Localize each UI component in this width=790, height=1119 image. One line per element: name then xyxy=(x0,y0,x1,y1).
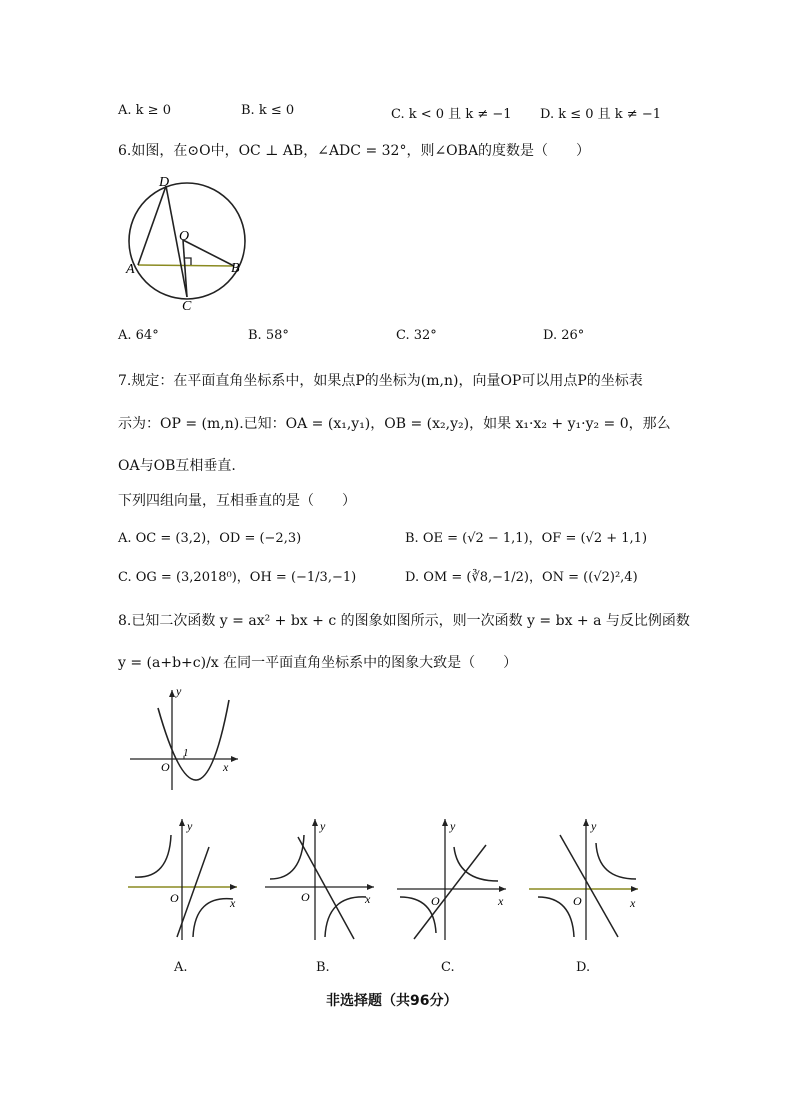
q7-line-3: OA与OB互相垂直. xyxy=(118,458,236,474)
q6-label-a: A xyxy=(126,262,135,277)
q8-graph-c xyxy=(394,815,514,945)
q8-a-label-y: y xyxy=(187,819,193,833)
section-heading: 非选择题（共96分） xyxy=(326,993,458,1009)
q5-option-d: D. k ≤ 0 且 k ≠ −1 xyxy=(540,107,661,122)
q8-c-label-y: y xyxy=(450,819,456,833)
q8-d-label-o: O xyxy=(573,894,582,908)
q6-option-c: C. 32° xyxy=(396,328,437,343)
q7-line-4: 下列四组向量，互相垂直的是（ ） xyxy=(118,493,356,509)
q7-option-c: C. OG = (3,2018⁰)，OH = (−1/3,−1) xyxy=(118,570,357,585)
q8-b-label-y: y xyxy=(320,819,326,833)
q8-graph-d xyxy=(526,815,646,945)
q8-a-label-x: x xyxy=(230,896,236,910)
q6-label-c: C xyxy=(182,299,192,312)
q6-circle-figure xyxy=(120,172,260,312)
q6-stem: 6.如图，在⊙O中，OC ⊥ AB，∠ADC = 32°，则∠OBA的度数是（ ） xyxy=(118,143,591,159)
q7-line-1: 7.规定：在平面直角坐标系中，如果点P的坐标为(m,n)，向量OP可以用点P的坐标表 xyxy=(118,373,643,389)
q8-c-label-o: O xyxy=(431,894,440,908)
q7-line-2: 示为：OP = (m,n).已知：OA = (x₁,y₁)，OB = (x₂,y₂)，如果 x₁·x₂ + y₁·y₂ = 0，那么 xyxy=(118,416,671,432)
q8-line-2: y = (a+b+c)/x 在同一平面直角坐标系中的图象大致是（ ） xyxy=(118,655,518,671)
q8-label-y: y xyxy=(176,686,182,698)
q8-label-o: O xyxy=(161,760,170,774)
q7-option-a: A. OC = (3,2)，OD = (−2,3) xyxy=(118,531,302,546)
q6-label-b: B xyxy=(231,261,240,276)
q8-a-label-o: O xyxy=(170,891,179,905)
q6-label-d: D xyxy=(159,175,170,190)
q8-d-label-y: y xyxy=(591,819,597,833)
q6-label-o: O xyxy=(179,229,190,244)
q6-option-d: D. 26° xyxy=(543,328,585,343)
q8-label-x: x xyxy=(223,760,229,774)
q8-option-d: D. xyxy=(576,960,591,975)
q6-option-b: B. 58° xyxy=(248,328,289,343)
q8-option-b: B. xyxy=(316,960,330,975)
q8-b-label-o: O xyxy=(301,890,310,904)
q8-label-one: 1 xyxy=(183,747,189,759)
q8-graph-a xyxy=(125,815,245,945)
q8-graph-b xyxy=(262,815,382,945)
q5-option-c: C. k < 0 且 k ≠ −1 xyxy=(391,107,512,122)
q8-d-label-x: x xyxy=(630,896,636,910)
q8-b-label-x: x xyxy=(365,892,371,906)
q8-c-label-x: x xyxy=(498,894,504,908)
q5-option-a: A. k ≥ 0 xyxy=(118,103,171,118)
q8-option-c: C. xyxy=(441,960,455,975)
q8-line-1: 8.已知二次函数 y = ax² + bx + c 的图象如图所示，则一次函数 y = bx + a 与反比例函数 xyxy=(118,613,690,629)
q8-option-a: A. xyxy=(174,960,188,975)
q7-option-d: D. OM = (∛8,−1/2)，ON = ((√2)²,4) xyxy=(405,570,638,585)
q6-option-a: A. 64° xyxy=(118,328,159,343)
q7-option-b: B. OE = (√2 − 1,1)，OF = (√2 + 1,1) xyxy=(405,531,648,546)
q8-parabola-graph xyxy=(125,686,245,792)
q5-option-b: B. k ≤ 0 xyxy=(241,103,295,118)
